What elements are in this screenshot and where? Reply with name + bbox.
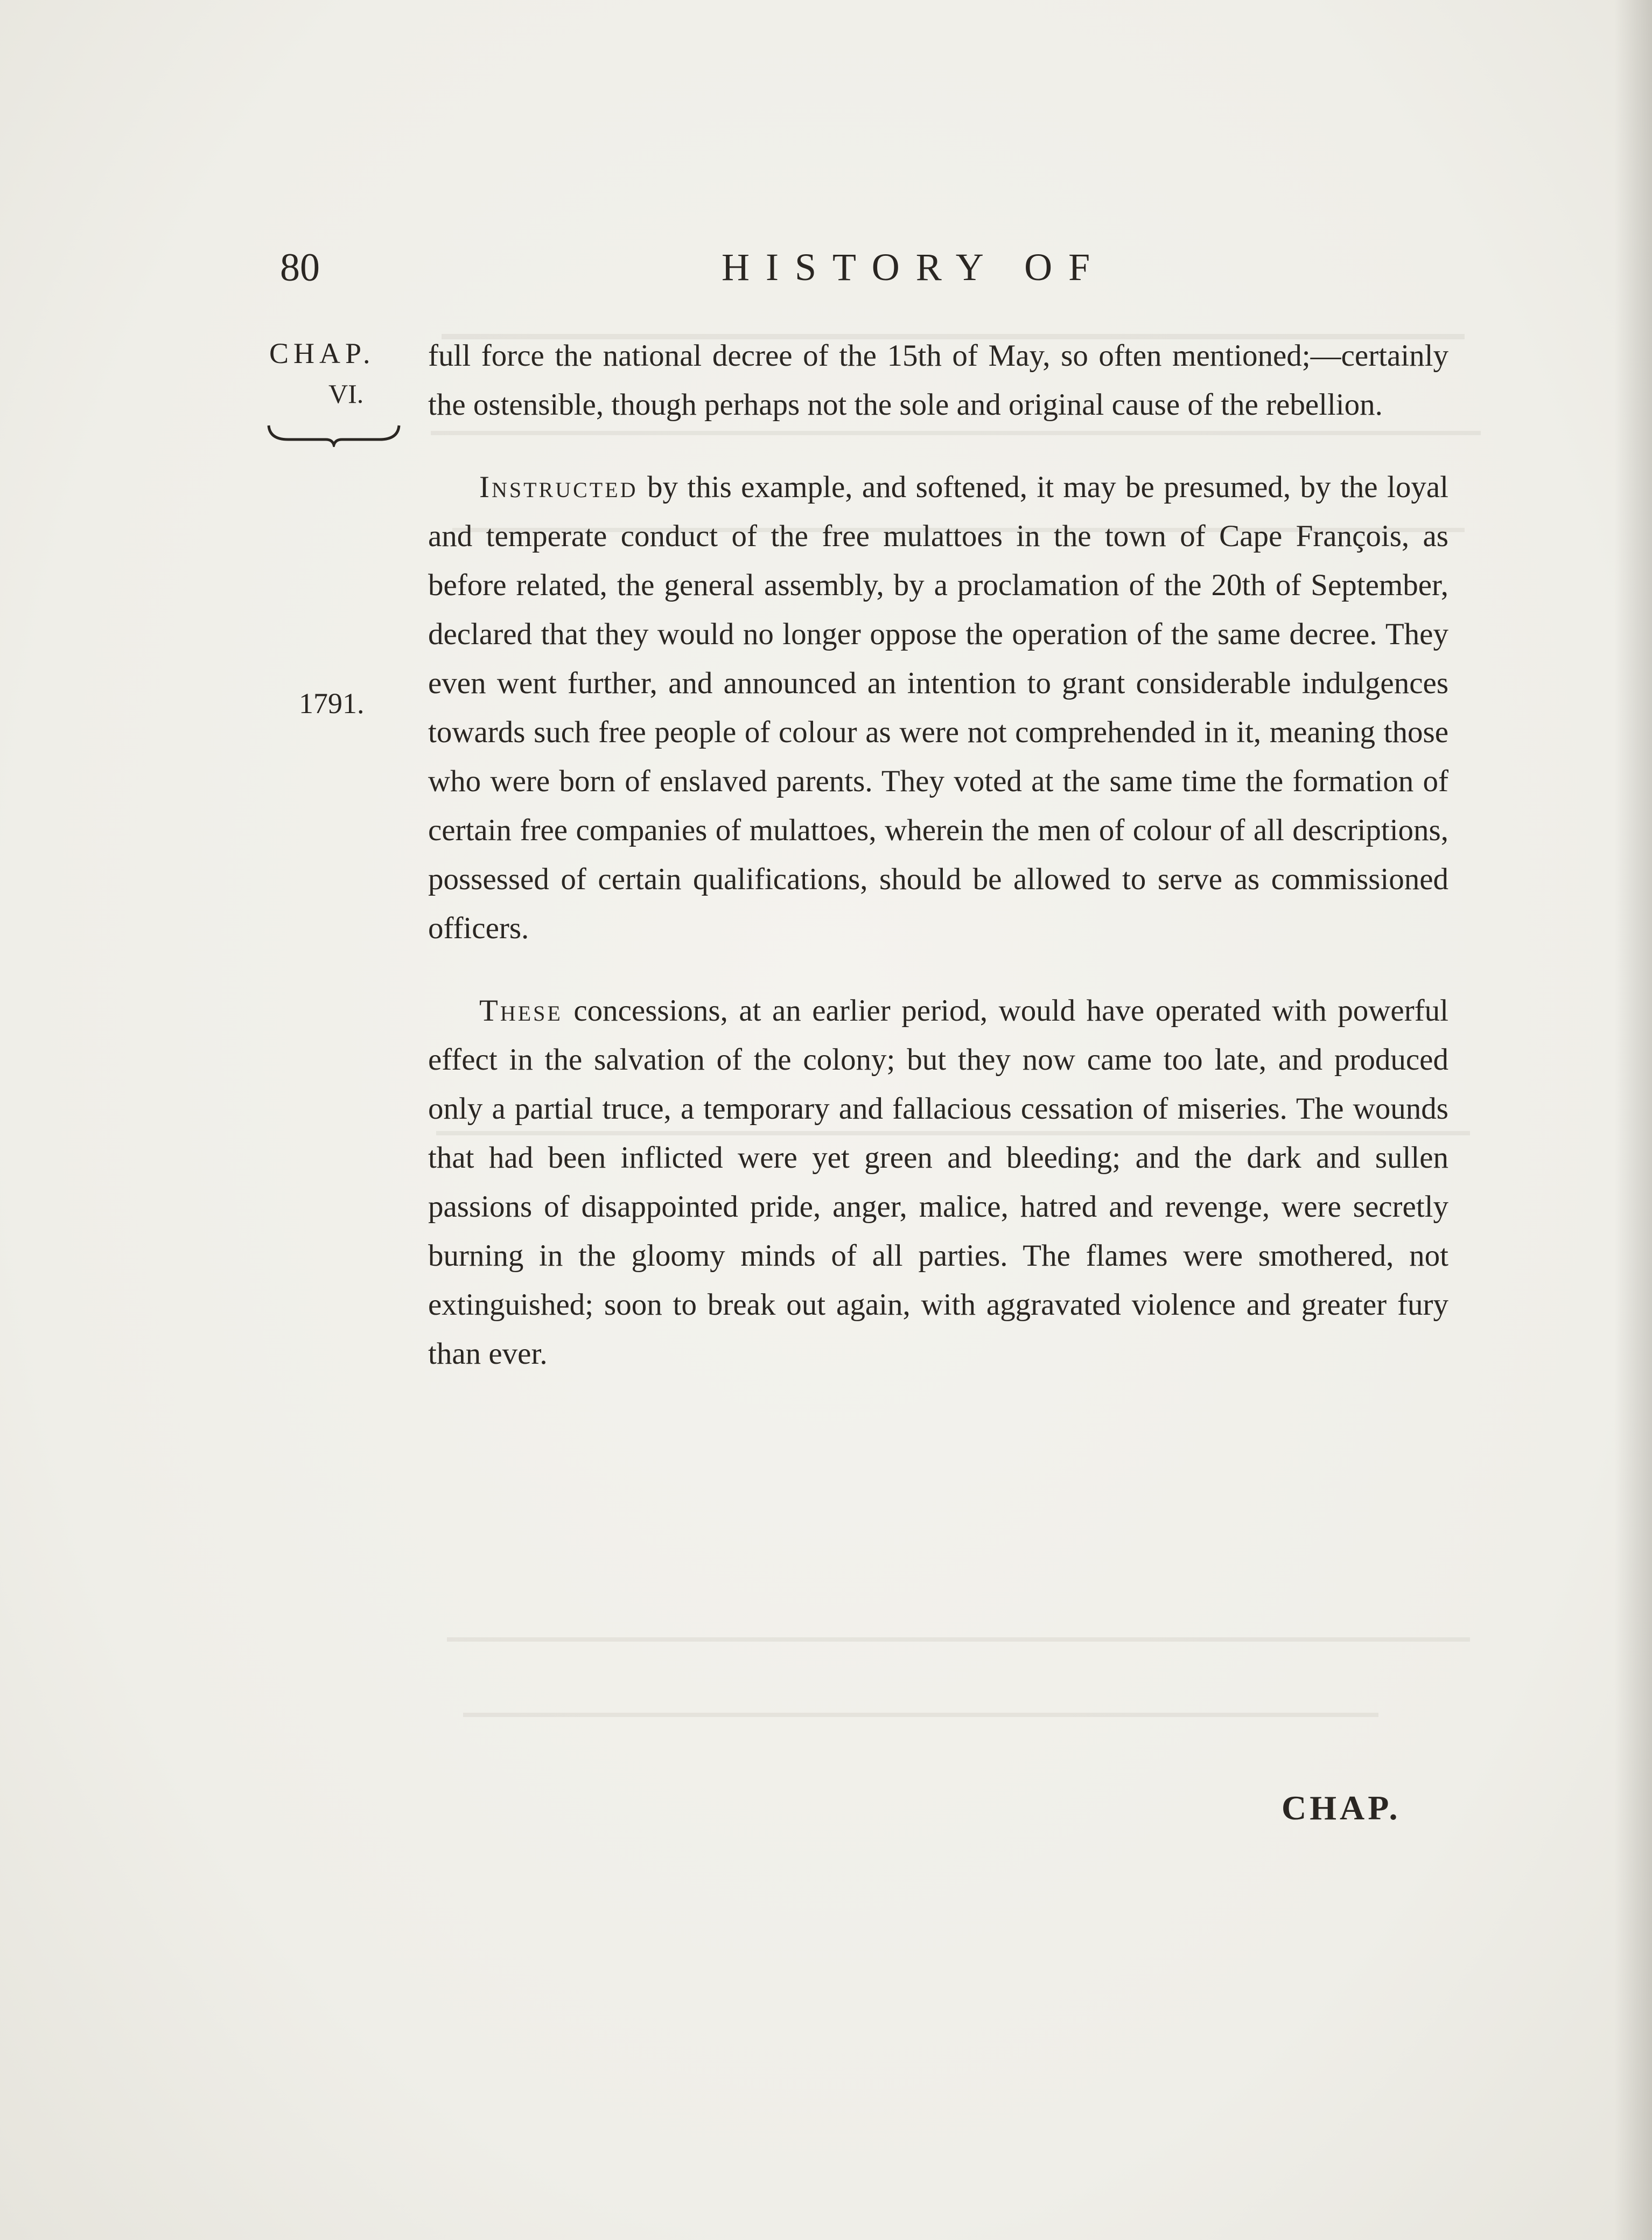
paragraph-these (428, 986, 1448, 1378)
paragraph-continued: full force the national decree of the 15th of May, so often mentioned;—certainly the ostensible, though perhaps not the sole and original cause of the rebellion. (428, 339, 1448, 422)
page-number: 80 (280, 246, 320, 290)
paragraph-instructed (428, 463, 1448, 953)
paragraph-lead-smallcaps: Instructed (479, 470, 638, 504)
margin-chapter-label: CHAP. (269, 337, 375, 369)
margin-brace-icon (267, 420, 401, 447)
running-head-title: HISTORY OF (722, 246, 1107, 289)
margin-year-note: 1791. (299, 687, 365, 720)
body-text (428, 331, 1448, 1378)
margin-chapter-number: VI. (328, 379, 364, 409)
paragraph-text: by this example, and softened, it may be presumed, by the loyal and temperate conduct of the free mulattoes in the town of Cape François, as before related, the general assembly, by a proclamation of the 20th of September, declared that they would no longer oppose the operation of the same decree. They even went further, and announced an intention to grant considerable indulgences towards such free people of colour as were not comprehended in it, meaning those who were born of enslaved parents. They voted at the same time the formation of certain free companies of mulattoes, wherein the men of colour of all descriptions, possessed of certain qualifications, should be allowed to serve as commissioned officers. (428, 470, 1448, 945)
catchword: CHAP. (1282, 1789, 1401, 1827)
paragraph-lead-smallcaps: These (479, 994, 563, 1028)
paragraph-text: concessions, at an earlier period, would have operated with powerful effect in the salvation of the colony; but they now came too late, and produced only a partial truce, a temporary and fallacious cessation of miseries. The wounds that had been inflicted were yet green and bleeding; and the dark and sullen passions of disappointed pride, anger, malice, hatred and revenge, were secretly burning in the gloomy minds of all parties. The flames were smothered, not extinguished; soon to break out again, with aggravated violence and greater fury than ever. (428, 994, 1448, 1371)
page-edge-shadow (1614, 0, 1652, 2240)
